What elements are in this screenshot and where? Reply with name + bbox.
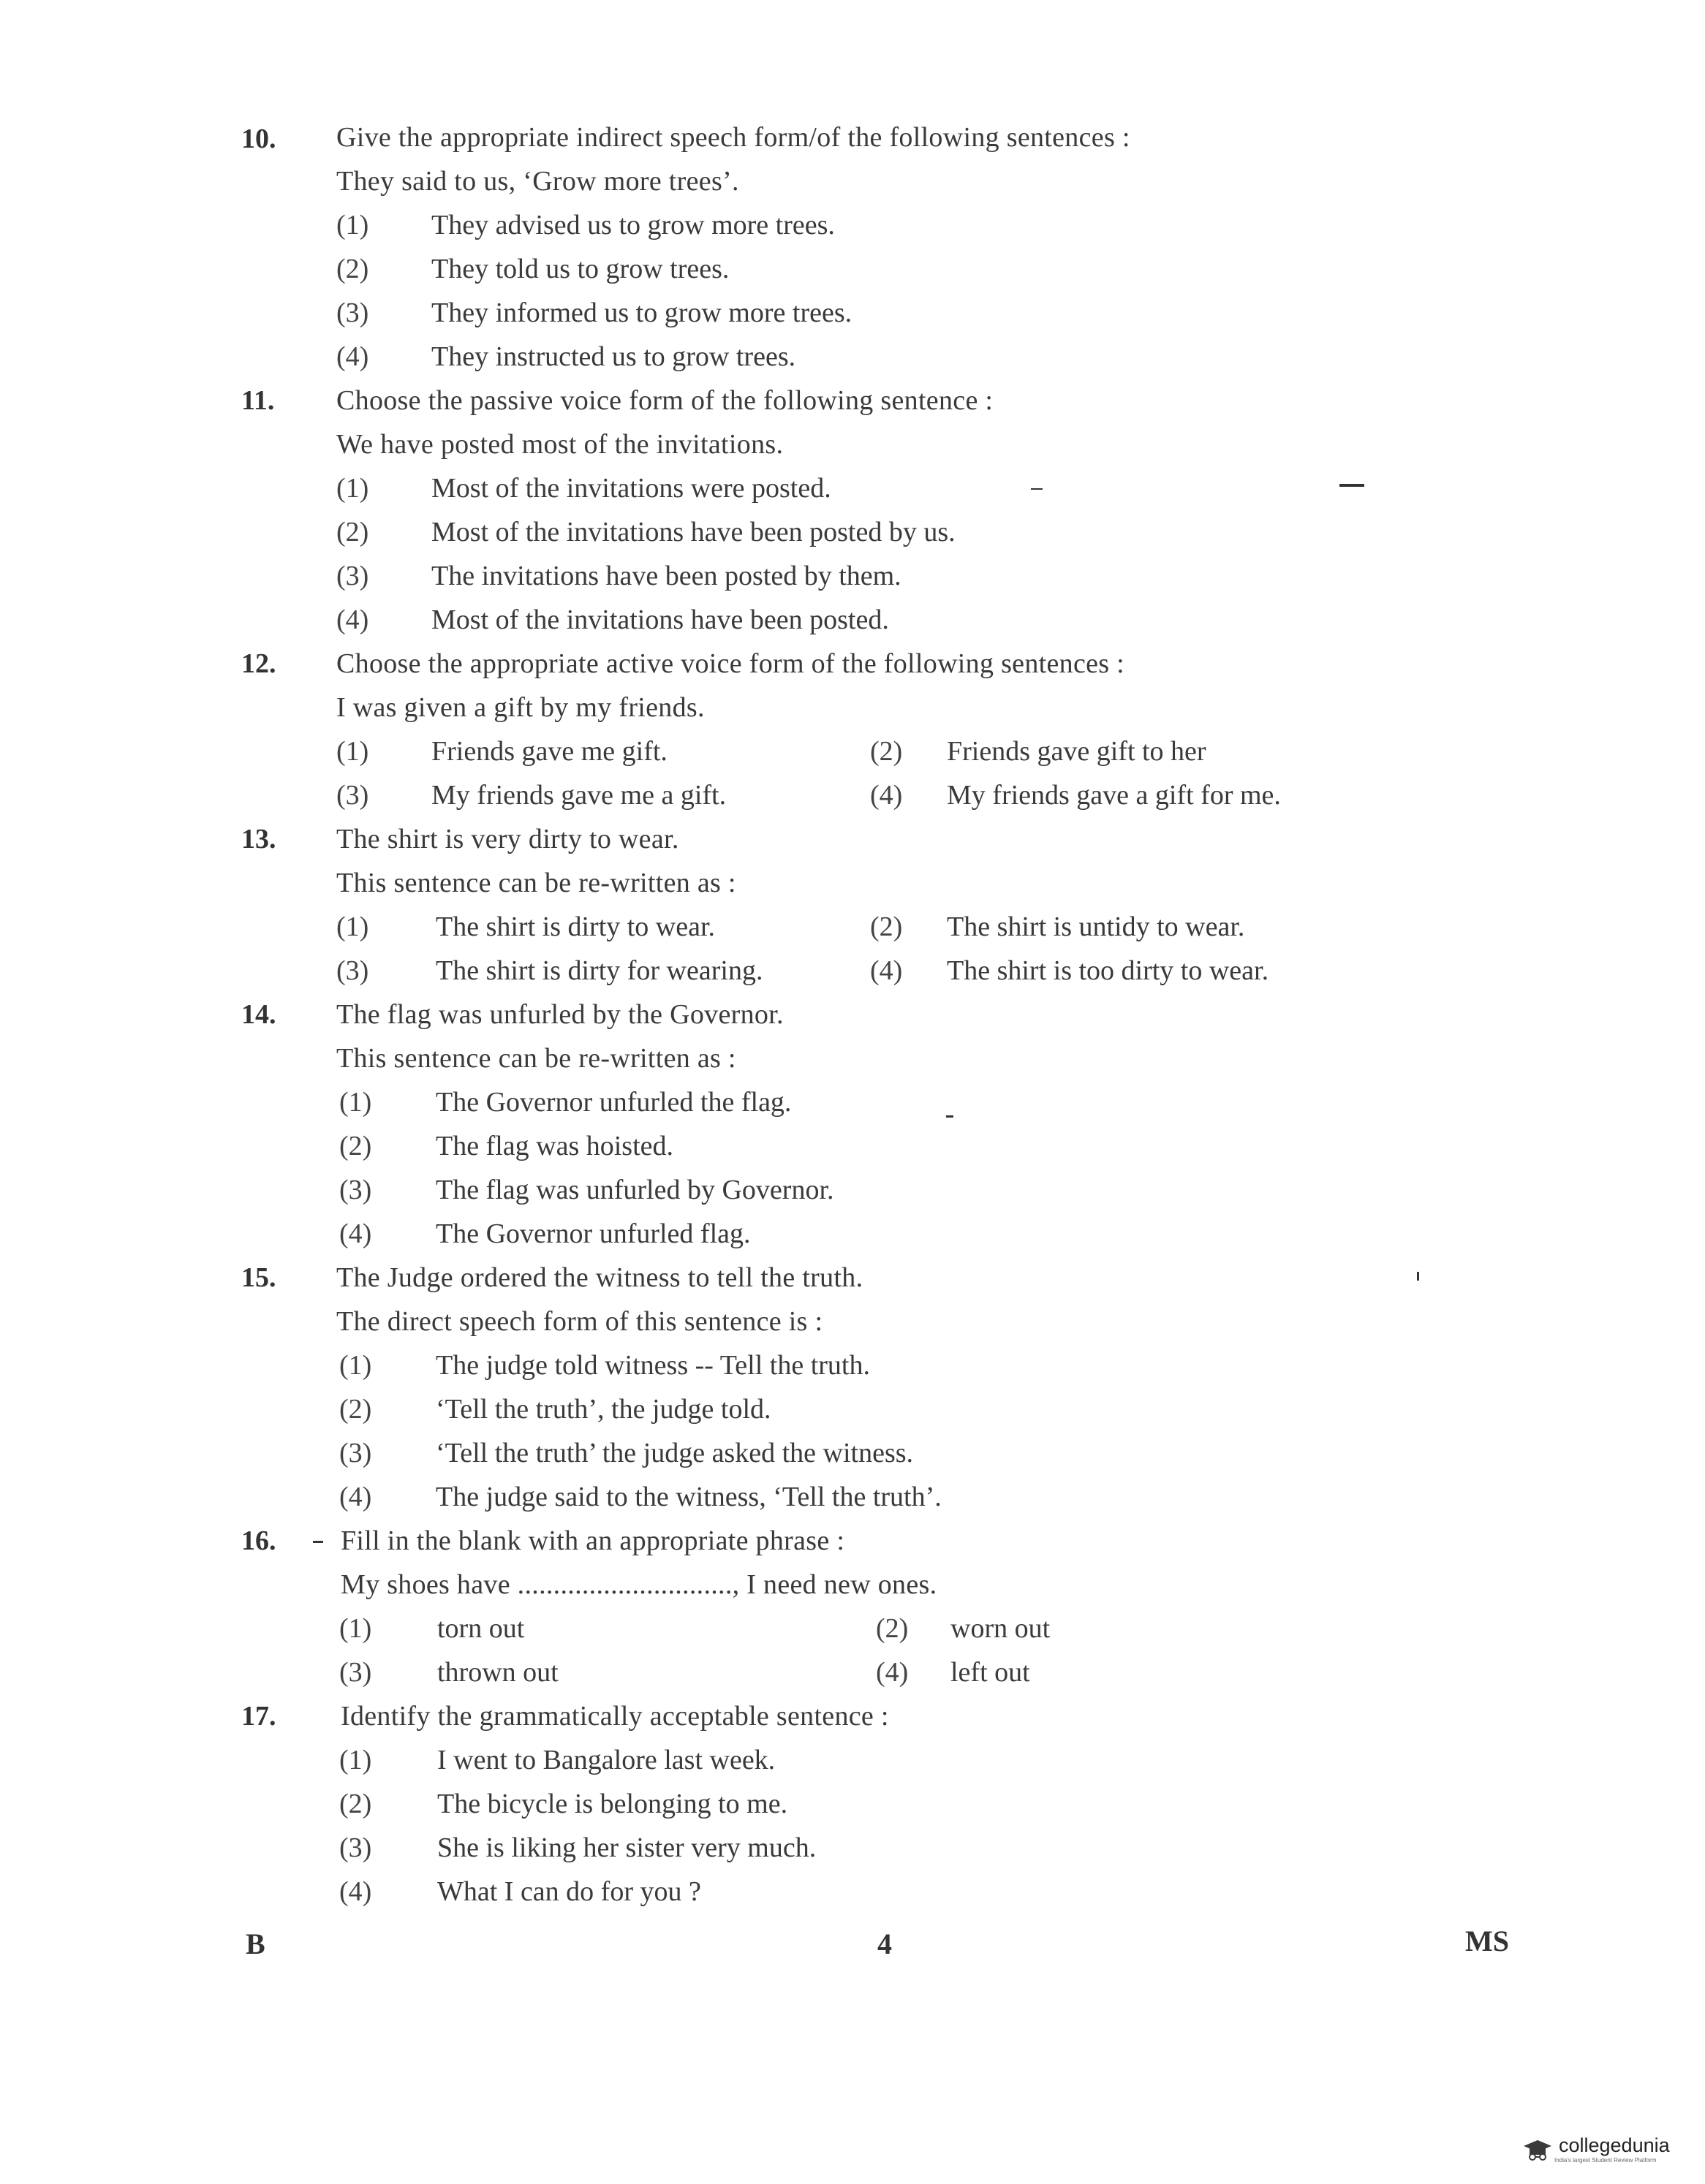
option-text: The shirt is dirty for wearing.: [436, 955, 763, 986]
option-text: What I can do for you ?: [437, 1876, 701, 1907]
option-text: worn out: [950, 1613, 1051, 1644]
question-sentence: My shoes have .............................., I need new ones.: [341, 1569, 937, 1600]
question-number: 17.: [241, 1701, 276, 1732]
question-number: 10.: [241, 124, 276, 154]
option-number: (4): [336, 341, 369, 372]
option-text: Most of the invitations have been posted.: [431, 604, 889, 635]
option-number: (3): [336, 561, 369, 591]
question-number: 16.: [241, 1525, 276, 1556]
option-number: (4): [339, 1482, 372, 1512]
option-text: The invitations have been posted by them.: [431, 561, 901, 591]
option-number: (4): [870, 780, 903, 811]
option-text: The bicycle is belonging to me.: [437, 1789, 788, 1819]
option-text: The shirt is untidy to wear.: [947, 911, 1245, 942]
question-sentence: They said to us, ‘Grow more trees’.: [336, 166, 739, 197]
option-number: (2): [336, 254, 369, 284]
page-number: 4: [877, 1927, 892, 1960]
option-number: (4): [870, 955, 903, 986]
option-number: (1): [339, 1613, 372, 1644]
option-text: The Governor unfurled flag.: [436, 1218, 751, 1249]
option-number: (3): [336, 780, 369, 811]
option-number: (2): [339, 1394, 372, 1425]
option-number: (3): [339, 1832, 372, 1863]
option-number: (1): [336, 210, 369, 240]
option-text: They advised us to grow more trees.: [431, 210, 835, 240]
question-stem: Identify the grammatically acceptable sentence :: [341, 1701, 889, 1732]
option-number: (4): [339, 1218, 372, 1249]
option-text: ‘Tell the truth’ the judge asked the witness.: [436, 1438, 914, 1468]
question-number: 13.: [241, 824, 276, 854]
option-number: (1): [339, 1350, 372, 1381]
question-number: 12.: [241, 648, 276, 679]
option-text: The Governor unfurled the flag.: [436, 1087, 792, 1118]
option-text: Most of the invitations were posted.: [431, 473, 831, 504]
option-number: (3): [339, 1175, 372, 1205]
option-text: Friends gave me gift.: [431, 736, 668, 767]
option-text: Friends gave gift to her: [947, 736, 1206, 767]
question-sentence: We have posted most of the invitations.: [336, 429, 784, 460]
option-number: (1): [339, 1745, 372, 1775]
footer-booklet-code: B: [246, 1927, 265, 1960]
graduation-cap-icon: [1521, 2139, 1554, 2161]
option-text: The judge told witness -- Tell the truth.: [436, 1350, 870, 1381]
question-stem: The Judge ordered the witness to tell the truth.: [336, 1262, 863, 1293]
question-sentence: I was given a gift by my friends.: [336, 692, 705, 723]
option-text: The flag was unfurled by Governor.: [436, 1175, 834, 1205]
option-text: ‘Tell the truth’, the judge told.: [436, 1394, 771, 1425]
option-number: (2): [870, 911, 903, 942]
option-text: She is liking her sister very much.: [437, 1832, 817, 1863]
watermark-tagline: India's largest Student Review Platform: [1554, 2157, 1657, 2164]
question-stem: Choose the appropriate active voice form of the following sentences :: [336, 648, 1125, 679]
option-number: (3): [336, 955, 369, 986]
question-sentence: The direct speech form of this sentence is :: [336, 1306, 823, 1337]
option-number: (1): [336, 473, 369, 504]
option-text: They instructed us to grow trees.: [431, 341, 796, 372]
scan-mark: [946, 1115, 953, 1118]
option-text: The flag was hoisted.: [436, 1131, 674, 1161]
scan-mark: [313, 1541, 323, 1543]
scan-mark: [1417, 1272, 1419, 1281]
option-text: left out: [950, 1657, 1030, 1688]
option-text: The judge said to the witness, ‘Tell the truth’.: [436, 1482, 942, 1512]
option-number: (2): [870, 736, 903, 767]
option-text: My friends gave a gift for me.: [947, 780, 1281, 811]
option-number: (3): [336, 297, 369, 328]
watermark-brand: collegedunia: [1559, 2134, 1670, 2156]
watermark-logo: [1521, 2136, 1670, 2164]
question-number: 11.: [241, 385, 275, 416]
question-stem: Fill in the blank with an appropriate phrase :: [341, 1525, 845, 1556]
option-text: thrown out: [437, 1657, 559, 1688]
option-number: (2): [336, 517, 369, 547]
option-text: They told us to grow trees.: [431, 254, 730, 284]
option-text: The shirt is too dirty to wear.: [947, 955, 1269, 986]
option-text: torn out: [437, 1613, 525, 1644]
question-stem: The shirt is very dirty to wear.: [336, 824, 679, 854]
option-text: My friends gave me a gift.: [431, 780, 727, 811]
option-text: The shirt is dirty to wear.: [436, 911, 716, 942]
option-number: (2): [876, 1613, 909, 1644]
footer-subject-code: MS: [1465, 1925, 1509, 1957]
option-number: (4): [339, 1876, 372, 1907]
question-sentence: This sentence can be re-written as :: [336, 1043, 736, 1074]
option-text: Most of the invitations have been posted by us.: [431, 517, 956, 547]
question-stem: Choose the passive voice form of the following sentence :: [336, 385, 994, 416]
question-sentence: This sentence can be re-written as :: [336, 868, 736, 898]
option-number: (4): [876, 1657, 909, 1688]
option-number: (3): [339, 1657, 372, 1688]
option-number: (1): [336, 911, 369, 942]
option-text: I went to Bangalore last week.: [437, 1745, 776, 1775]
option-number: (4): [336, 604, 369, 635]
question-number: 15.: [241, 1262, 276, 1293]
question-stem: Give the appropriate indirect speech form/of the following sentences :: [336, 122, 1130, 153]
option-number: (3): [339, 1438, 372, 1468]
option-number: (1): [336, 736, 369, 767]
option-number: (1): [339, 1087, 372, 1118]
option-number: (2): [339, 1131, 372, 1161]
scan-mark: [1339, 484, 1364, 487]
option-text: They informed us to grow more trees.: [431, 297, 852, 328]
question-stem: The flag was unfurled by the Governor.: [336, 999, 784, 1030]
option-number: (2): [339, 1789, 372, 1819]
scan-mark: [1031, 488, 1043, 490]
question-number: 14.: [241, 999, 276, 1030]
